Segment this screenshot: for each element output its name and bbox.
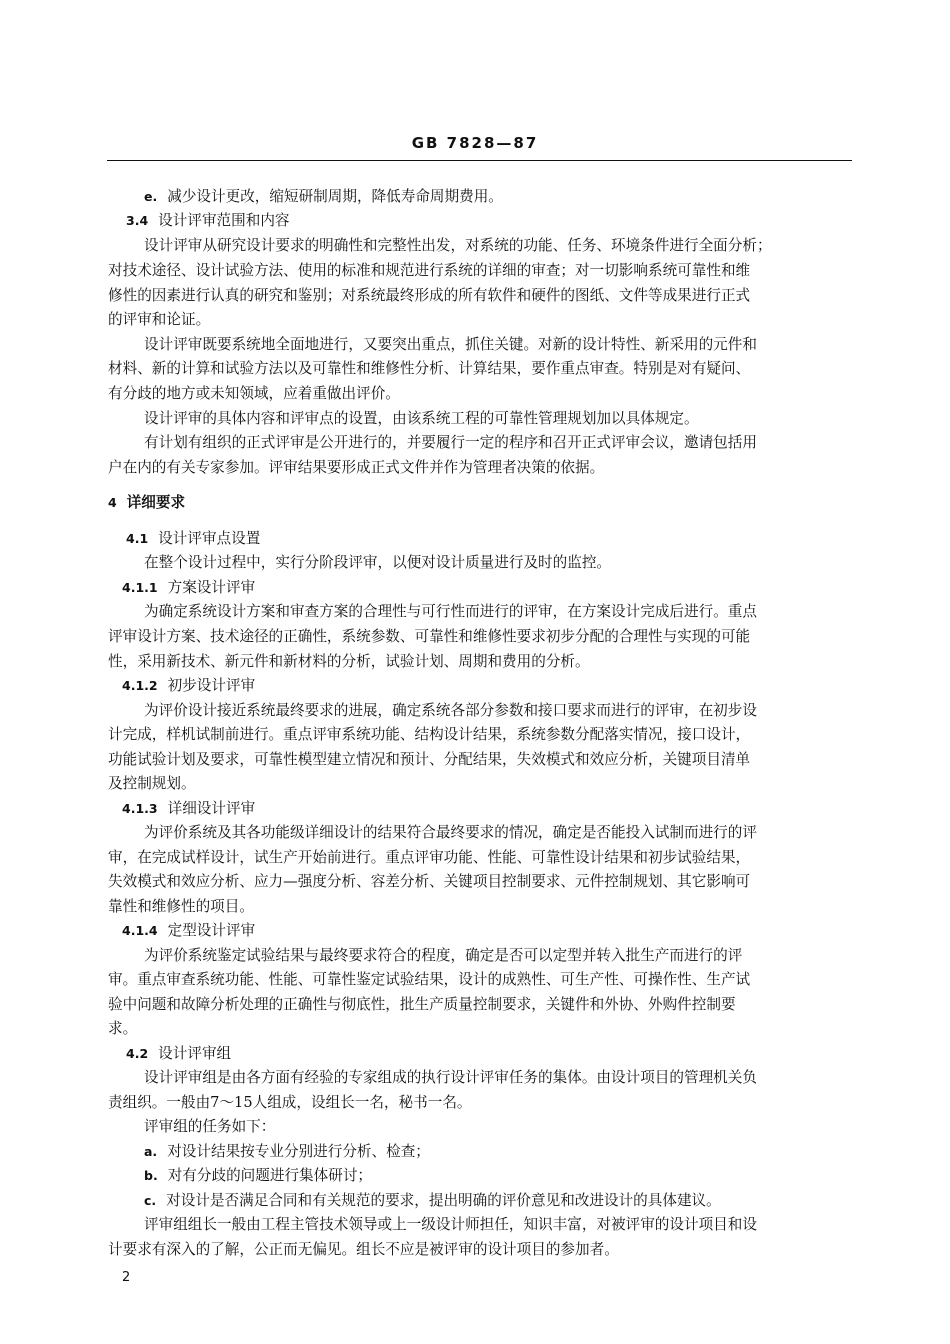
line-text: 对有分歧的问题进行集体研讨； (167, 1167, 373, 1184)
line-text: 有分歧的地方或未知领域，应着重做出评价。 (108, 385, 400, 402)
section-line (144, 1190, 721, 1212)
line-text: 设计评审组 (158, 1045, 232, 1062)
paragraph-line (108, 309, 210, 331)
section-line (126, 1043, 231, 1065)
paragraph-line (144, 432, 757, 454)
item-number: a. (144, 1144, 158, 1159)
item-number: b. (144, 1168, 158, 1183)
line-text: 评审组组长一般由工程主管技术领导或上一级设计师担任，知识丰富，对被评审的设计项目和设 (144, 1216, 757, 1233)
line-text: 设计评审点设置 (158, 530, 261, 547)
document-header: GB 7828—87 (411, 134, 539, 152)
line-text: 计完成，样机试制前进行。重点评审系统功能、结构设计结果，系统参数分配落实情况，接口设计， (108, 726, 751, 743)
paragraph-line (144, 700, 757, 722)
line-text: 方案设计评审 (167, 579, 256, 596)
line-text: 评审组的任务如下： (144, 1118, 276, 1135)
line-text: 为评价设计接近系统最终要求的进展，确定系统各部分参数和接口要求而进行的评审，在初步设 (144, 702, 757, 719)
section-line (122, 675, 255, 697)
item-number: 4.2 (126, 1046, 149, 1061)
line-text: 在整个设计过程中，实行分阶段评审，以便对设计质量进行及时的监控。 (144, 554, 612, 571)
line-text: 功能试验计划及要求，可靠性模型建立情况和预计、分配结果，失效模式和效应分析，关键项目清单 (108, 751, 751, 768)
paragraph-line (108, 285, 750, 307)
line-text: 责组织。一般由7～15人组成，设组长一名，秘书一名。 (108, 1094, 472, 1111)
item-number: 4.1.1 (122, 580, 158, 595)
section-line (126, 210, 290, 232)
paragraph-line (108, 260, 750, 282)
paragraph-line (144, 1116, 275, 1138)
line-text: 评审设计方案、技术途径的正确性，系统参数、可靠性和维修性要求初步分配的合理性与实现的可能 (108, 628, 751, 645)
line-text: 验中问题和故障分析处理的正确性与彻底性，批生产质量控制要求，关键件和外协、外购件控制要 (108, 996, 736, 1013)
paragraph-line (144, 1214, 757, 1236)
line-text: 审。重点审查系统功能、性能、可靠性鉴定试验结果，设计的成熟性、可生产性、可操作性、生产试 (108, 971, 751, 988)
line-text: 设计评审既要系统地全面地进行，又要突出重点，抓住关键。对新的设计特性、新采用的元件和 (144, 336, 757, 353)
header-rule (107, 160, 852, 161)
section-line (122, 798, 255, 820)
line-text: 详细设计评审 (167, 800, 256, 817)
paragraph-line (144, 334, 757, 356)
paragraph-line (108, 1239, 619, 1261)
page-number: 2 (122, 1270, 131, 1285)
line-text: 减少设计更改，缩短研制周期，降低寿命周期费用。 (167, 188, 503, 205)
item-number: 3.4 (126, 213, 149, 228)
item-number: c. (144, 1193, 157, 1208)
paragraph-line (108, 457, 604, 479)
section-line (144, 1141, 430, 1163)
line-text: 有计划有组织的正式评审是公开进行的，并要履行一定的程序和召开正式评审会议，邀请包括用 (144, 434, 757, 451)
line-text: 对设计结果按专业分别进行分析、检查； (167, 1143, 430, 1160)
line-text: 户在内的有关专家参加。评审结果要形成正式文件并作为管理者决策的依据。 (108, 459, 605, 476)
paragraph-line (108, 358, 750, 380)
line-text: 审，在完成试样设计，试生产开始前进行。重点评审功能、性能、可靠性设计结果和初步试验结果， (108, 849, 751, 866)
line-text: 的评审和论证。 (108, 311, 211, 328)
item-number: e. (144, 189, 158, 204)
paragraph-line (144, 235, 772, 257)
line-text: 性，采用新技术、新元件和新材料的分析，试验计划、周期和费用的分析。 (108, 653, 590, 670)
line-text: 对技术途径、设计试验方法、使用的标准和规范进行系统的详细的审查；对一切影响系统可靠性和维 (108, 262, 751, 279)
line-text: 初步设计评审 (167, 677, 256, 694)
paragraph-line (144, 1067, 757, 1089)
section-line (144, 186, 503, 208)
section-line (108, 492, 185, 514)
section-line (122, 920, 255, 942)
paragraph-line (108, 969, 750, 991)
line-text: 计要求有深入的了解，公正而无偏见。组长不应是被评审的设计项目的参加者。 (108, 1241, 619, 1258)
paragraph-line (144, 822, 757, 844)
paragraph-line (108, 847, 750, 869)
line-text: 设计评审从研究设计要求的明确性和完整性出发，对系统的功能、任务、环境条件进行全面分析； (144, 237, 772, 254)
paragraph-line (108, 1018, 137, 1040)
paragraph-line (108, 896, 254, 918)
line-text: 对设计是否满足合同和有关规范的要求，提出明确的评价意见和改进设计的具体建议。 (166, 1192, 721, 1209)
paragraph-line (108, 383, 400, 405)
line-text: 材料、新的计算和试验方法以及可靠性和维修性分析、计算结果，要作重点审查。特别是对有疑问、 (108, 360, 751, 377)
line-text: 定型设计评审 (167, 922, 256, 939)
line-text: 为确定系统设计方案和审查方案的合理性与可行性而进行的评审，在方案设计完成后进行。重点 (144, 603, 757, 620)
line-text: 设计评审的具体内容和评审点的设置，由该系统工程的可靠性管理规划加以具体规定。 (144, 410, 699, 427)
line-text: 详细要求 (126, 494, 186, 511)
paragraph-line (108, 994, 736, 1016)
section-line (144, 1165, 372, 1187)
paragraph-line (108, 1092, 472, 1114)
paragraph-line (108, 773, 196, 795)
line-text: 及控制规划。 (108, 775, 196, 792)
line-text: 修性的因素进行认真的研究和鉴别；对系统最终形成的所有软件和硬件的图纸、文件等成果进行正式 (108, 287, 751, 304)
paragraph-line (144, 945, 742, 967)
paragraph-line (108, 724, 750, 746)
line-text: 求。 (108, 1020, 138, 1037)
line-text: 为评价系统及其各功能级详细设计的结果符合最终要求的情况，确定是否能投入试制而进行的评 (144, 824, 757, 841)
item-number: 4.1.3 (122, 801, 158, 816)
paragraph-line (108, 626, 750, 648)
paragraph-line (144, 552, 611, 574)
line-text: 设计评审范围和内容 (158, 212, 290, 229)
paragraph-line (144, 408, 699, 430)
paragraph-line (144, 601, 757, 623)
line-text: 为评价系统鉴定试验结果与最终要求符合的程度，确定是否可以定型并转入批生产而进行的评 (144, 947, 743, 964)
line-text: 设计评审组是由各方面有经验的专家组成的执行设计评审任务的集体。由设计项目的管理机关负 (144, 1069, 757, 1086)
line-text: 靠性和维修性的项目。 (108, 898, 254, 915)
item-number: 4.1.4 (122, 923, 158, 938)
section-line (126, 528, 260, 550)
section-line (122, 577, 255, 599)
paragraph-line (108, 749, 750, 771)
item-number: 4.1.2 (122, 678, 158, 693)
paragraph-line (108, 651, 590, 673)
item-number: 4 (108, 495, 117, 510)
line-text: 失效模式和效应分析、应力—强度分析、容差分析、关键项目控制要求、元件控制规划、其它影响可 (108, 873, 751, 890)
paragraph-line (108, 871, 750, 893)
item-number: 4.1 (126, 531, 149, 546)
